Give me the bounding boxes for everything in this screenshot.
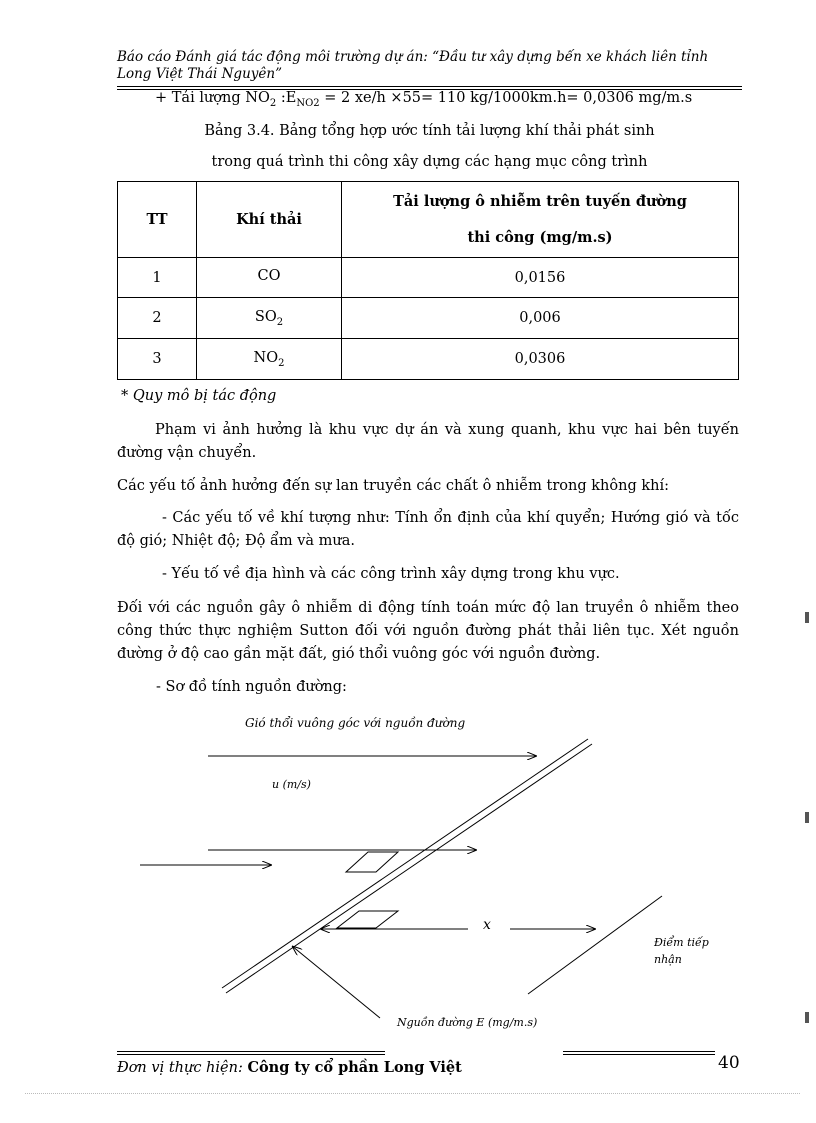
table-header-row [118, 182, 739, 258]
row-gas: $SO_2$ [197, 298, 342, 339]
table-row [118, 298, 739, 339]
receptor-label-line1: Điểm tiếp [654, 936, 709, 949]
paragraph-diagram-intro: - Sơ đồ tính nguồn đường: [156, 679, 347, 695]
row-value: 0,0306 [342, 339, 739, 380]
header-rule-top [117, 86, 742, 87]
table-row [118, 258, 739, 298]
page-bottom-dotted-line [25, 1093, 800, 1094]
row-gas: CO [197, 258, 342, 298]
row-value: 0,0156 [342, 258, 739, 298]
section-title: * Quy mô bị tác động [121, 388, 277, 404]
element-strip-upper [346, 852, 398, 872]
margin-mark [805, 612, 809, 623]
footer-unit: Đơn vị thực hiện: Công ty cổ phần Long Việt [117, 1059, 462, 1076]
wind-speed-label: u (m/s) [272, 778, 311, 791]
paragraph-sutton: Đối với các nguồn gây ô nhiễm di động tính toán mức độ lan truyền ô nhiễm theo công thức thực nghiệm Sutton đối với nguồn đường phát thải liên tục. Xét nguồn đường ở độ cao gần mặt đất, gió thổi vuông góc với nguồn đường. [117, 600, 739, 662]
margin-mark [805, 812, 809, 823]
receptor-line [528, 896, 662, 994]
receptor-label-line2: nhận [654, 953, 682, 966]
source-label: Nguồn đường E (mg/m.s) [397, 1016, 538, 1029]
line-source-diagram [0, 700, 816, 1040]
footer-rule-left-2 [117, 1054, 385, 1055]
table-row [118, 339, 739, 380]
row-value: 0,006 [342, 298, 739, 339]
emission-line: + Tải lượng $NO_2$ $:E_{NO2} = 2$ xe/h ×55= 110 kg/1000km.h= 0,0306 mg/m.s [155, 90, 693, 109]
element-strip-lower [337, 911, 398, 928]
row-tt: 3 [118, 339, 197, 380]
document-header: Báo cáo Đánh giá tác động môi trường dự án: “Đầu tư xây dựng bến xe khách liên tỉnh Long Việt Thái Nguyên” [117, 49, 709, 82]
footer-rule-right-2 [563, 1054, 715, 1055]
paragraph-factors: Các yếu tố ảnh hưởng đến sự lan truyền các chất ô nhiễm trong không khí: [117, 478, 669, 494]
paragraph-meteorology: - Các yếu tố về khí tượng như: Tính ổn định của khí quyển; Hướng gió và tốc độ gió; Nhiệt độ; Độ ẩm và mưa. [117, 510, 739, 549]
paragraph-scope: Phạm vi ảnh hưởng là khu vực dự án và xung quanh, khu vực hai bên tuyến đường vận chuyển. [117, 422, 739, 461]
header-gas: Khí thải [197, 182, 342, 258]
header-load: Tải lượng ô nhiễm trên tuyến đường thi công (mg/m.s) [342, 182, 739, 258]
footer-rule-right-1 [563, 1051, 715, 1052]
margin-mark [805, 1012, 809, 1023]
wind-label: Gió thổi vuông góc với nguồn đường [245, 716, 466, 730]
distance-label: x [483, 917, 491, 933]
header-tt: TT [118, 182, 197, 258]
page-number: 40 [718, 1053, 740, 1073]
table-caption-line2: trong quá trình thi công xây dựng các hạng mục công trình [211, 154, 648, 170]
source-pointer-arrow [292, 946, 380, 1018]
footer-rule-left-1 [117, 1051, 385, 1052]
emission-table [117, 181, 739, 380]
row-gas: $NO_2$ [197, 339, 342, 380]
row-tt: 1 [118, 258, 197, 298]
row-tt: 2 [118, 298, 197, 339]
road-line-left [222, 739, 588, 988]
table-caption-line1: Bảng 3.4. Bảng tổng hợp ước tính tải lượng khí thải phát sinh [204, 123, 655, 139]
paragraph-terrain: - Yếu tố về địa hình và các công trình xây dựng trong khu vực. [162, 566, 620, 582]
